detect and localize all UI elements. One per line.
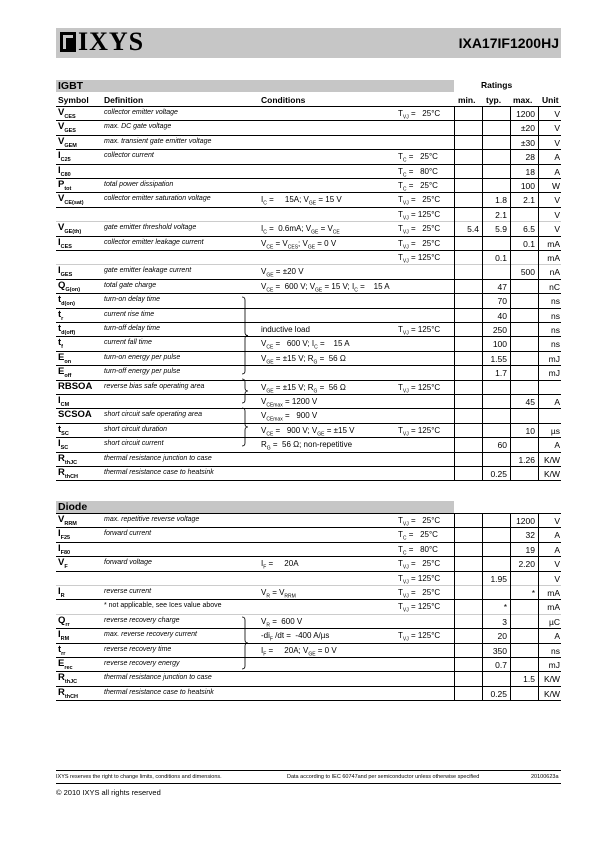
max-value: ±20 xyxy=(520,123,535,134)
unit-cell: V xyxy=(554,224,560,235)
temperature-cell: $T_{VJ} = 25^\circ C$ xyxy=(398,516,441,528)
definition-cell: total power dissipation xyxy=(104,181,174,188)
definition-cell: collector emitter voltage xyxy=(104,109,178,116)
unit-cell: mJ xyxy=(548,660,560,670)
unit-cell: mJ xyxy=(548,353,560,364)
definition-cell: forward voltage xyxy=(104,559,152,567)
temperature-cell: $T_{VJ} = 25^\circ C$ xyxy=(398,238,441,251)
definition-cell: gate emitter leakage current xyxy=(104,267,192,275)
condition-cell: $V_R = 600$ V xyxy=(261,616,303,629)
table-row xyxy=(56,452,561,466)
unit-cell: V xyxy=(554,137,560,148)
table-row xyxy=(56,671,561,685)
symbol-cell: $R_{thCH}$ xyxy=(58,686,79,700)
definition-cell: reverse bias safe operating area xyxy=(104,382,205,390)
table-row xyxy=(56,585,561,599)
condition-cell: $I_C = 0.6mA$; $V_{GE} = V_{CE}$ xyxy=(261,224,340,236)
copyright: © 2010 IXYS all rights reserved xyxy=(56,788,161,797)
definition-cell: max. DC gate voltage xyxy=(104,123,172,131)
definition-cell: collector current xyxy=(104,152,154,160)
max-value: 100 xyxy=(520,181,535,191)
temperature-cell: $T_{VJ} = 125^\circ C$ xyxy=(398,425,441,438)
definition-cell: turn-off energy per pulse xyxy=(104,368,181,376)
definition-cell: current rise time xyxy=(104,310,155,318)
max-value: ±30 xyxy=(520,137,535,148)
definition-cell: short circuit duration xyxy=(104,425,168,433)
definition-cell: reverse recovery energy xyxy=(104,660,180,667)
table-row xyxy=(56,686,561,700)
unit-cell: nA xyxy=(549,267,560,278)
typ-value: 1.8 xyxy=(495,195,507,206)
column-divider xyxy=(454,513,455,700)
symbol-cell: $V_{CES}$ xyxy=(58,107,76,120)
column-divider xyxy=(510,513,511,700)
condition-cell: $V_{CEmax} = 1200$ V xyxy=(261,397,318,409)
col-min: min. xyxy=(458,95,476,105)
footer-revision: 20100623a xyxy=(531,774,559,780)
column-divider xyxy=(510,106,511,480)
max-value: 1200 xyxy=(516,516,535,526)
table-row xyxy=(56,542,561,556)
col-typ: typ. xyxy=(486,95,502,105)
unit-cell: ns xyxy=(551,325,560,335)
max-value: 45 xyxy=(525,397,535,407)
max-value: 1200 xyxy=(516,109,535,119)
unit-cell: A xyxy=(554,152,560,163)
unit-cell: V xyxy=(554,123,560,134)
max-value: 19 xyxy=(525,544,535,555)
definition-cell: current fall time xyxy=(104,339,152,347)
unit-cell: ns xyxy=(551,645,560,656)
condition-cell: $V_{GE} = \pm 20$ V xyxy=(261,267,304,279)
typ-value: 350 xyxy=(492,645,507,656)
unit-cell: mJ xyxy=(548,368,560,379)
unit-cell: ns xyxy=(551,296,560,307)
typ-value: 1.55 xyxy=(490,353,507,364)
unit-cell: ns xyxy=(551,339,560,350)
column-divider xyxy=(482,513,483,700)
column-divider xyxy=(538,513,539,700)
unit-cell: K/W xyxy=(543,469,560,479)
unit-cell: nC xyxy=(549,281,560,292)
footer-divider xyxy=(56,770,561,771)
definition-cell: thermal resistance junction to case xyxy=(104,454,212,462)
symbol-cell: RBSOA xyxy=(58,380,93,392)
table-row xyxy=(56,308,561,322)
unit-cell: K/W xyxy=(543,674,560,685)
unit-cell: µs xyxy=(550,425,560,436)
column-divider xyxy=(454,106,455,480)
max-value: 1.5 xyxy=(523,674,535,685)
definition-cell: max. reverse recovery current xyxy=(104,631,197,639)
temperature-cell: $T_{VJ} = 25^\circ C$ xyxy=(398,588,441,600)
unit-cell: mA xyxy=(547,588,560,598)
logo-text: IXYS xyxy=(78,27,145,56)
ratings-header: Ratings xyxy=(481,80,513,90)
symbol-cell: $V_{CE(sat)}$ xyxy=(58,193,84,207)
unit-cell: mA xyxy=(547,253,560,263)
symbol-cell: $R_{thCH}$ xyxy=(58,467,79,480)
table-row xyxy=(56,135,561,149)
igbt-section-label: IGBT xyxy=(58,80,84,92)
symbol-cell: $I_{C25}$ xyxy=(58,150,71,164)
definition-cell: collector emitter saturation voltage xyxy=(104,195,211,203)
definition-cell: reverse recovery time xyxy=(104,645,172,653)
switching-brace-icon xyxy=(240,296,250,375)
footer-divider-2 xyxy=(56,783,561,784)
condition-cell: inductive load xyxy=(261,325,310,334)
table-row xyxy=(56,628,561,642)
symbol-cell: $I_{C80}$ xyxy=(58,164,71,178)
symbol-cell: $E_{on}$ xyxy=(58,351,72,365)
table-row xyxy=(56,408,561,422)
col-definition: Definition xyxy=(104,95,144,105)
condition-cell: $V_{CE} = 600$ V; $V_{GE} = 15$ V; $I_C$ = 15 A xyxy=(261,281,390,294)
unit-cell: V xyxy=(554,516,560,526)
temperature-cell: $T_C = 25^\circ C$ xyxy=(398,530,438,542)
table-row xyxy=(56,643,561,657)
definition-cell: total gate charge xyxy=(104,281,157,289)
symbol-cell: $t_{d(off)}$ xyxy=(58,323,76,336)
definition-cell: short circuit safe operating area xyxy=(104,411,203,419)
table-row xyxy=(56,365,561,379)
typ-value: 0.25 xyxy=(490,688,507,699)
table-row xyxy=(56,513,561,527)
typ-value: 70 xyxy=(497,296,507,307)
table-row xyxy=(56,279,561,293)
temperature-cell: $T_{VJ} = 125^\circ C$ xyxy=(398,573,441,586)
typ-value: 0.7 xyxy=(495,660,507,670)
unit-cell: mA xyxy=(547,238,560,249)
table-row xyxy=(56,394,561,408)
max-value: 500 xyxy=(520,267,535,278)
temperature-cell: $T_C = 25^\circ C$ xyxy=(398,181,438,193)
symbol-cell: $V_{RRM}$ xyxy=(58,514,77,527)
unit-cell: mA xyxy=(547,602,560,613)
definition-cell: thermal resistance junction to case xyxy=(104,674,212,682)
symbol-cell: $I_{CM}$ xyxy=(58,395,70,408)
table-row xyxy=(56,120,561,134)
definition-cell: thermal resistance case to heatsink xyxy=(104,469,214,476)
table-row xyxy=(56,178,561,192)
definition-cell: forward current xyxy=(104,530,152,538)
max-value: 2.20 xyxy=(518,559,535,570)
definition-cell: gate emitter threshold voltage xyxy=(104,224,197,232)
table-row xyxy=(56,264,561,278)
max-value: 28 xyxy=(525,152,535,163)
symbol-cell: $I_{F80}$ xyxy=(58,542,71,556)
symbol-cell: $t_f$ xyxy=(58,337,64,351)
symbol-cell: $t_r$ xyxy=(58,308,64,322)
typ-value: 40 xyxy=(497,310,507,321)
definition-cell: thermal resistance case to heatsink xyxy=(104,688,214,696)
table-row xyxy=(56,207,561,221)
typ-value: 250 xyxy=(492,325,507,335)
table-row xyxy=(56,437,561,451)
symbol-cell: $I_{RM}$ xyxy=(58,629,70,643)
table-row xyxy=(56,236,561,250)
table-row xyxy=(56,657,561,671)
symbol-cell: SCSOA xyxy=(58,409,92,421)
part-number: IXA17IF1200HJ xyxy=(458,35,559,51)
temperature-cell: $T_{VJ} = 25^\circ C$ xyxy=(398,559,441,571)
symbol-cell: $V_{GES}$ xyxy=(58,121,76,135)
temperature-cell: $T_{VJ} = 25^\circ C$ xyxy=(398,224,441,236)
table-row xyxy=(56,164,561,178)
table-row xyxy=(56,614,561,628)
definition-cell: collector emitter leakage current xyxy=(104,238,204,246)
condition-cell: $-di_F$ /dt = -400 A/µs xyxy=(261,631,330,643)
temperature-cell: $T_{VJ} = 125^\circ C$ xyxy=(398,602,441,614)
table-row xyxy=(56,571,561,585)
condition-cell: $V_{CE} = 600$ V; $I_C$ = 15 A xyxy=(261,339,350,351)
rbsoa-brace-icon xyxy=(240,378,250,404)
symbol-cell: $t_{d(on)}$ xyxy=(58,294,75,308)
max-value: 0.1 xyxy=(523,238,535,249)
temperature-cell: $T_{VJ} = 125^\circ C$ xyxy=(398,382,441,395)
temperature-cell: $T_C = 25^\circ C$ xyxy=(398,152,438,164)
definition-cell: turn-on delay time xyxy=(104,296,161,304)
unit-cell: A xyxy=(554,544,560,555)
definition-cell: max. repetitive reverse voltage xyxy=(104,516,200,523)
definition-cell: reverse recovery charge xyxy=(104,616,180,624)
unit-cell: A xyxy=(554,166,560,177)
footer-standard-note: Data according to IEC 60747and per semiconductor unless otherwise specified xyxy=(287,774,480,780)
min-value: 5.4 xyxy=(467,224,479,235)
table-row xyxy=(56,250,561,264)
symbol-cell: $P_{tot}$ xyxy=(58,179,72,192)
col-conditions: Conditions xyxy=(261,95,306,105)
symbol-cell: $V_{GE(th)}$ xyxy=(58,222,82,236)
definition-cell: short circuit current xyxy=(104,440,164,448)
unit-cell: A xyxy=(554,440,560,451)
unit-cell: A xyxy=(554,530,560,541)
symbol-cell: $I_R$ xyxy=(58,586,65,599)
symbol-cell: $I_{SC}$ xyxy=(58,438,69,452)
symbol-cell: $V_F$ xyxy=(58,557,68,571)
scsoa-brace-icon xyxy=(240,407,250,447)
footer-disclaimer: IXYS reserves the right to change limits, conditions and dimensions. xyxy=(56,774,222,780)
typ-value: 0.25 xyxy=(490,469,507,479)
row-separator xyxy=(56,700,561,701)
typ-value: 2.1 xyxy=(495,209,507,220)
table-row xyxy=(56,527,561,541)
definition-cell: reverse current xyxy=(104,588,152,595)
condition-cell: $V_{CE} = V_{CES}$; $V_{GE} = 0$ V xyxy=(261,238,337,251)
typ-value: 5.9 xyxy=(495,224,507,235)
table-row xyxy=(56,380,561,394)
condition-cell: $V_{CE} = 900$ V; $V_{GE} = \pm 15$ V xyxy=(261,425,355,438)
unit-cell: V xyxy=(554,559,560,570)
condition-cell: $I_F$ = 20A; $V_{GE} = 0$ V xyxy=(261,645,337,658)
definition-cell: turn-off delay time xyxy=(104,325,161,332)
temperature-cell: $T_C = 80^\circ C$ xyxy=(398,166,438,179)
diode-section-bar xyxy=(56,501,454,513)
column-divider xyxy=(482,106,483,480)
condition-cell: $V_{GE} = \pm 15$ V; $R_G = 56$ Ω xyxy=(261,353,346,366)
symbol-cell: $I_{CES}$ xyxy=(58,236,72,250)
unit-cell: V xyxy=(554,209,560,220)
max-value: 10 xyxy=(525,425,535,436)
unit-cell: V xyxy=(554,195,560,206)
table-row xyxy=(56,221,561,235)
table-row xyxy=(56,423,561,437)
typ-value: 20 xyxy=(497,631,507,642)
symbol-cell: $R_{thJC}$ xyxy=(58,452,78,466)
diode-section-label: Diode xyxy=(58,501,88,513)
definition-cell: turn-on energy per pulse xyxy=(104,353,181,361)
unit-cell: ns xyxy=(551,310,560,321)
definition-cell: max. transient gate emitter voltage xyxy=(104,137,212,145)
max-value: 1.26 xyxy=(518,454,535,465)
igbt-column-headers xyxy=(56,92,561,106)
max-value: 18 xyxy=(525,166,535,177)
table-row xyxy=(56,149,561,163)
table-row xyxy=(56,466,561,480)
symbol-cell: $Q_{rr}$ xyxy=(58,614,70,628)
temperature-cell: $T_{VJ} = 125^\circ C$ xyxy=(398,631,441,643)
table-row xyxy=(56,106,561,120)
unit-cell: W xyxy=(551,181,560,191)
typ-value: 100 xyxy=(492,339,507,350)
recovery-brace-icon xyxy=(240,616,250,670)
condition-cell: $V_{CEmax} = 900$ V xyxy=(261,411,318,423)
temperature-cell: $T_{VJ} = 125^\circ C$ xyxy=(398,209,441,222)
definition-cell: * not applicable, see Ices value above xyxy=(104,602,222,610)
unit-cell: V xyxy=(554,573,560,584)
symbol-cell: $I_{F25}$ xyxy=(58,528,71,542)
table-row xyxy=(56,556,561,570)
symbol-cell: $t_{rr}$ xyxy=(58,643,66,657)
typ-value: * xyxy=(503,602,507,613)
col-symbol: Symbol xyxy=(58,95,89,105)
table-row xyxy=(56,293,561,307)
max-value: 6.5 xyxy=(523,224,535,235)
row-separator xyxy=(56,480,561,481)
condition-cell: $V_{GE} = \pm 15$ V; $R_G = 56$ Ω xyxy=(261,382,346,395)
unit-cell: A xyxy=(554,397,560,407)
max-value: * xyxy=(531,588,535,598)
condition-cell: $I_F$ = 20A xyxy=(261,559,299,571)
symbol-cell: $Q_{G(on)}$ xyxy=(58,279,81,293)
typ-value: 47 xyxy=(497,281,507,292)
igbt-section-bar xyxy=(56,80,454,92)
unit-cell: K/W xyxy=(543,688,560,699)
temperature-cell: $T_{VJ} = 25^\circ C$ xyxy=(398,109,441,121)
condition-cell: $V_R = V_{RRM}$ xyxy=(261,588,296,600)
table-row xyxy=(56,351,561,365)
unit-cell: A xyxy=(554,631,560,642)
unit-cell: V xyxy=(554,109,560,119)
symbol-cell: $E_{off}$ xyxy=(58,366,72,380)
table-row xyxy=(56,322,561,336)
table-row xyxy=(56,599,561,613)
unit-cell: K/W xyxy=(543,454,560,465)
temperature-cell: $T_{VJ} = 125^\circ C$ xyxy=(398,325,441,337)
temperature-cell: $T_C = 80^\circ C$ xyxy=(398,544,438,557)
typ-value: 3 xyxy=(502,616,507,627)
symbol-cell: $I_{GES}$ xyxy=(58,265,73,279)
table-row xyxy=(56,192,561,206)
symbol-cell: $E_{rec}$ xyxy=(58,658,73,671)
unit-cell: µC xyxy=(548,616,560,627)
typ-value: 1.7 xyxy=(495,368,507,379)
symbol-cell: $t_{SC}$ xyxy=(58,423,69,437)
max-value: 32 xyxy=(525,530,535,541)
table-row xyxy=(56,336,561,350)
col-max: max. xyxy=(513,95,533,105)
condition-cell: $I_C$ = 15A; $V_{GE} = 15$ V xyxy=(261,195,342,207)
typ-value: 0.1 xyxy=(495,253,507,263)
column-divider xyxy=(538,106,539,480)
condition-cell: $R_G = 56$ Ω; non-repetitive xyxy=(261,440,353,452)
symbol-cell: $R_{thJC}$ xyxy=(58,672,78,686)
typ-value: 60 xyxy=(497,440,507,451)
symbol-cell: $V_{GEM}$ xyxy=(58,135,77,149)
temperature-cell: $T_{VJ} = 125^\circ C$ xyxy=(398,253,441,265)
col-unit: Unit xyxy=(542,95,559,105)
ixys-logo-icon xyxy=(60,32,76,52)
typ-value: 1.95 xyxy=(490,573,507,584)
max-value: 2.1 xyxy=(523,195,535,206)
temperature-cell: $T_{VJ} = 25^\circ C$ xyxy=(398,195,441,207)
